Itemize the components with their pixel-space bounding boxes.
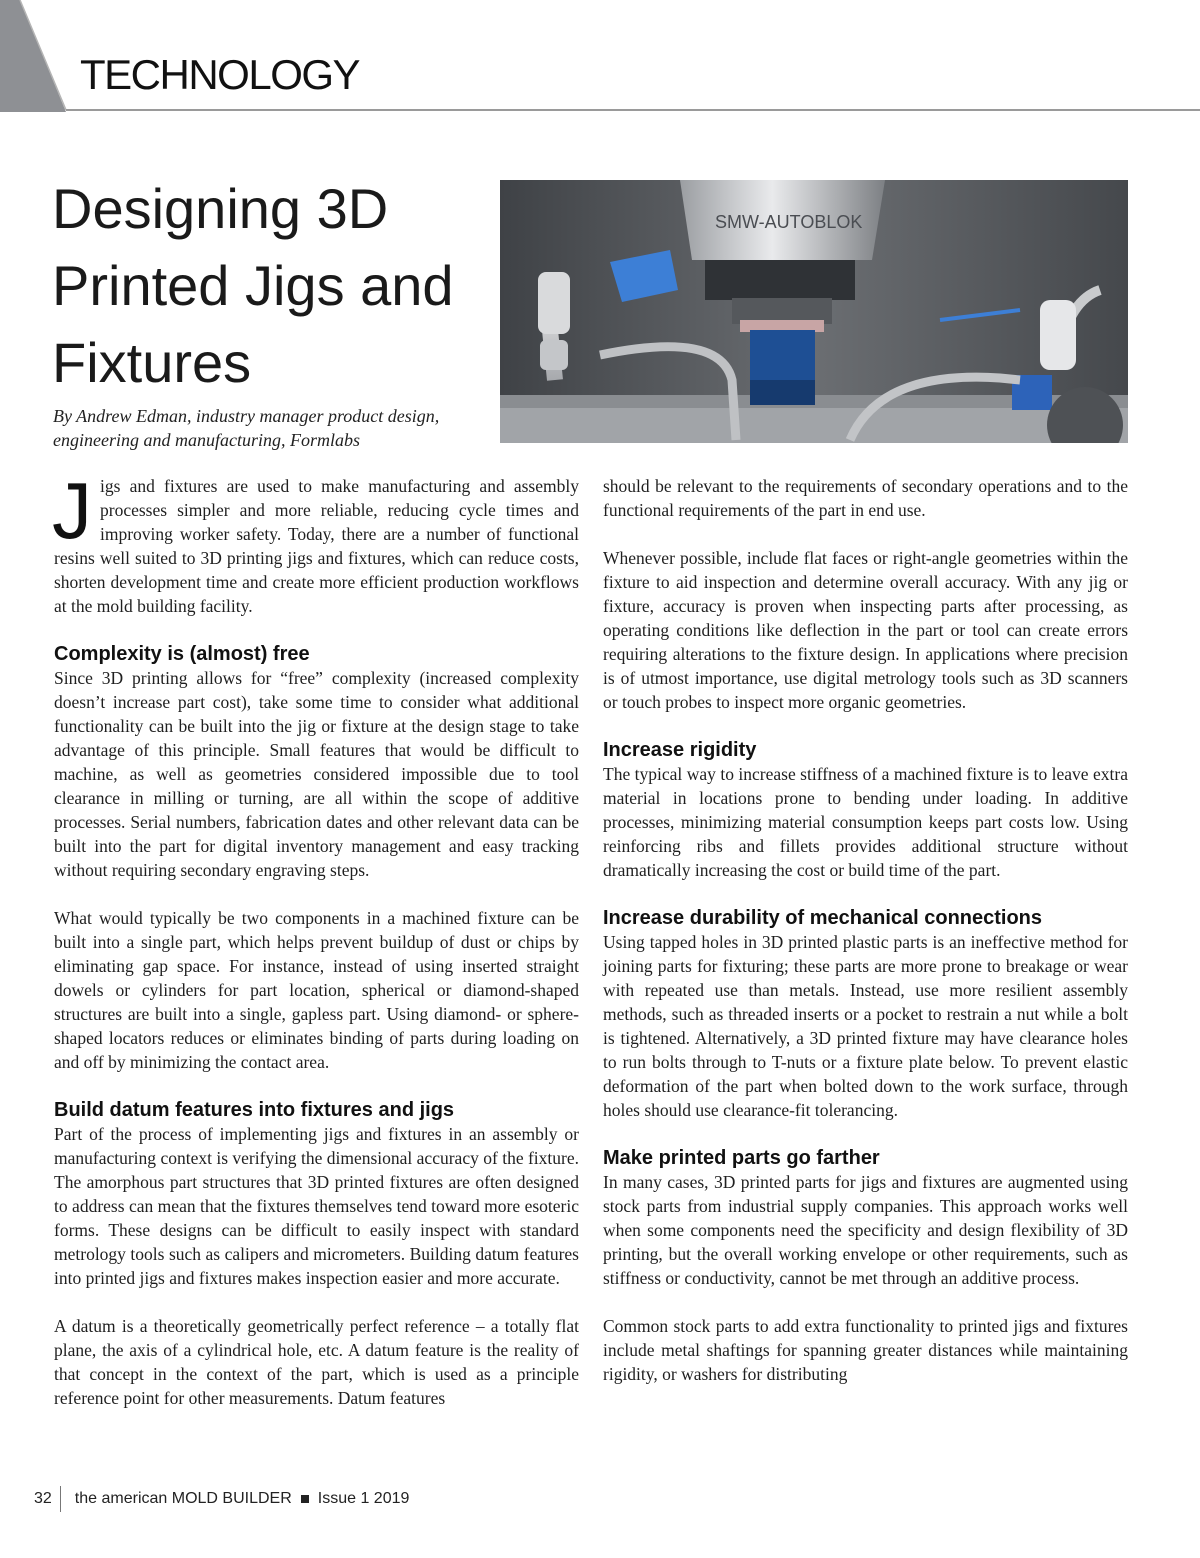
heading-rigidity: Increase rigidity: [603, 739, 757, 761]
paragraph-durability: Using tapped holes in 3D printed plastic parts is an ineffective method for joining parts for fixturing; these parts are more prone to breakage or wear with repeated use than metals. Instead, use more resilient assembly methods, such as threaded inserts or a pocket to restrain a nut while a bolt is tightened. Alternatively, a 3D printed fixture may have clearance holes to run bolts through to T-nuts or a fixture plate below. To prevent elastic deformation of the part when bolted down to the work surface, through holes should use clearance-fit tolerancing.: [603, 932, 1128, 1120]
heading-complexity: Complexity is (almost) free: [54, 643, 310, 665]
section-label: TECHNOLOGY: [80, 51, 360, 98]
machine-fixture-illustration: [500, 180, 1128, 443]
paragraph-rigidity: The typical way to increase stiffness of a machined fixture is to leave extra material in locations prone to bending under loading. In additive processes, minimizing material consumption keeps part costs low. Using reinforcing ribs and fillets provides additional structure without dramatically increasing the cost or build time of the part.: [603, 764, 1128, 880]
intro-text: igs and fixtures are used to make manufacturing and assembly processes simpler and more reliable, reducing cycle times and improving worker safety. Today, there are a number of functional resins well suited to 3D printing jigs and fixtures, which can reduce costs, shorten development time and create more efficient production workflows at the mold building facility.: [54, 476, 579, 616]
paragraph-datum-1: Part of the process of implementing jigs and fixtures in an assembly or manufacturing context is verifying the dimensional accuracy of the fixture. The amorphous part structures that 3D printed fixtures are often designed to address can mean that the fixtures themselves tend toward more esoteric forms. These designs can be difficult to easily inspect with standard metrology tools such as calipers and micrometers. Building datum features into printed jigs and fixtures makes inspection easier and more accurate.: [54, 1124, 579, 1288]
paragraph-farther-1: In many cases, 3D printed parts for jigs and fixtures are augmented using stock parts from industrial supply companies. This approach works well when some components need the specificity and design flexibility of 3D printing, but the overall working envelope or other requirements, such as stiffness or conductivity, cannot be met through an additive process.: [603, 1172, 1128, 1288]
issue-label: Issue 1 2019: [317, 1490, 410, 1507]
footer-divider: [60, 1486, 61, 1512]
article-photo: [500, 180, 1128, 443]
heading-durability: Increase durability of mechanical connections: [603, 907, 1043, 929]
intro-paragraph: [52, 466, 579, 618]
heading-farther: Make printed parts go farther: [603, 1147, 880, 1169]
byline: [53, 404, 493, 452]
paragraph-right-2: Whenever possible, include flat faces or right-angle geometries within the fixture to aid inspection and determine overall accuracy. With any jig or fixture, accuracy is proven when inspecting parts after processing, as operating conditions like deflection in the part or tool can create errors requiring alterations to the fixture design. In applications where precision is of utmost importance, use digital metrology tools such as 3D scanners or touch probes to inspect more organic geometries.: [603, 548, 1128, 712]
magazine-name: the american MOLD BUILDER: [74, 1490, 292, 1507]
page-number: 32: [34, 1490, 52, 1507]
paragraph-farther-2: Common stock parts to add extra functionality to printed jigs and fixtures include metal shaftings for spanning greater distances while maintaining rigidity, or washers for distributing: [603, 1316, 1128, 1384]
page-footer: [34, 1487, 409, 1511]
left-column: [52, 466, 579, 1410]
paragraph-datum-2: A datum is a theoretically geometrically perfect reference – a totally flat plane, the axis of a cylindrical hole, etc. A datum feature is the reality of that concept in the context of the part, which is used as a principle reference point for other measurements. Datum features: [54, 1316, 579, 1408]
drop-cap: J: [52, 466, 92, 555]
header-triangle-graphic: [0, 0, 75, 112]
paragraph-complexity-2: What would typically be two components in a machined fixture can be built into a single part, which helps prevent buildup of dust or chips by eliminating gap space. For instance, instead of using inserted straight dowels or cylinders for part location, spherical or diamond-shaped structures are built into a single, gapless part. Using diamond- or sphere-shaped locators reduces or eliminates binding of parts during loading on and off by minimizing the contact area.: [54, 908, 579, 1072]
byline-line-2: engineering and manufacturing, Formlabs: [53, 430, 360, 450]
machine-brand-text: SMW-AUTOBLOK: [715, 212, 863, 232]
heading-datum: Build datum features into fixtures and jigs: [54, 1099, 455, 1121]
right-column: [603, 474, 1128, 1386]
paragraph-right-1: should be relevant to the requirements of secondary operations and to the functional requirements of the part in end use.: [603, 476, 1128, 520]
header-rule: [66, 109, 1200, 111]
paragraph-complexity-1: Since 3D printing allows for “free” complexity (increased complexity doesn’t increase part cost), take some time to consider what additional functionality can be built into the jig or fixture at the design stage to take advantage of this principle. Small features that would be difficult to machine, as well as geometries considered impossible due to tool clearance in milling or turning, are all within the scope of additive processes. Serial numbers, fabrication dates and other relevant data can be built into the part for digital inventory management and easy tracking without requiring secondary engraving steps.: [54, 668, 579, 880]
article-title: Designing 3D Printed Jigs and Fixtures: [52, 177, 454, 394]
byline-line-1: By Andrew Edman, industry manager product design,: [53, 406, 440, 426]
square-bullet-icon: [301, 1495, 309, 1503]
